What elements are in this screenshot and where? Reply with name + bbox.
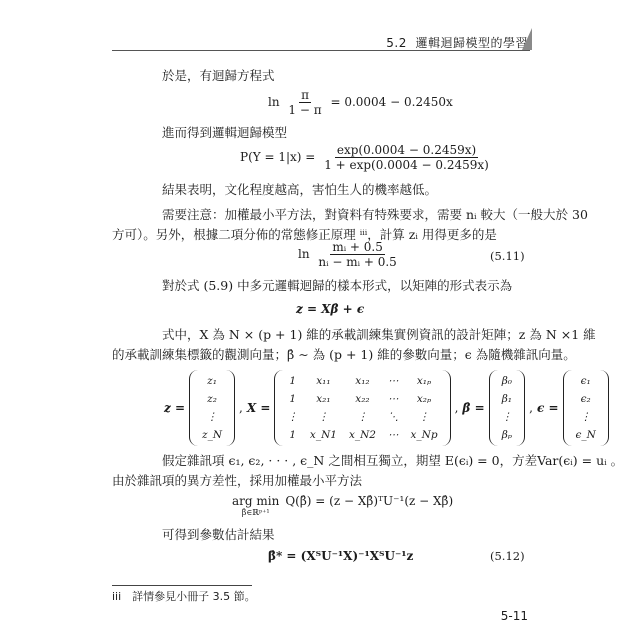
paragraph-assumption-line2: 由於雜訊項的異方差性，採用加權最小平方法 xyxy=(112,473,363,488)
page-number: 5-11 xyxy=(500,609,528,623)
matrix-X-entry: ⋯ xyxy=(388,429,399,441)
paragraph-definitions-line1: 式中，X 為 N × (p + 1) 維的承載訓練集實例資訊的設計矩陣；z 為 N ×1 維 xyxy=(162,327,596,342)
paragraph-note-line1: 需要注意：加權最小平方法，對資料有特殊要求，需要 nᵢ 較大（一般大於 30 xyxy=(162,207,588,222)
matrix-X-entry: x₂₁ xyxy=(316,393,331,405)
equation-logistic-model xyxy=(240,143,494,172)
equation-weighted-least-squares xyxy=(232,494,453,517)
label-z: z = xyxy=(164,401,186,415)
matrix-X-entry: x_N1 xyxy=(309,429,337,441)
footnote-rule xyxy=(112,585,252,586)
eq1-rhs: = 0.0004 − 0.2450x xyxy=(330,95,453,109)
paragraph-regression-intro: 於是，有迴歸方程式 xyxy=(162,68,275,83)
paragraph-note-line2: 方可）。另外，根據二項分佈的常態修正原理 ⁱⁱⁱ，計算 zᵢ 用得更多的是 xyxy=(112,227,497,242)
vector-beta xyxy=(489,370,526,446)
eq6-body: Q(β̂) = (z − Xβ̂)ᵀU⁻¹(z − Xβ̂) xyxy=(285,494,454,508)
matrix-X-entry: ⋯ xyxy=(388,375,399,387)
running-header xyxy=(386,34,528,51)
eq2-denominator: 1 + exp(0.0004 − 0.2459x) xyxy=(324,158,489,172)
eq3-ln: ln xyxy=(298,247,310,261)
eq3-denominator: nᵢ − mᵢ + 0.5 xyxy=(318,255,397,269)
paragraph-result: 結果表明，文化程度越高，害怕生人的機率越低。 xyxy=(162,182,438,197)
matrix-X-entry: x₂₂ xyxy=(355,393,370,405)
matrix-X-entry: ⋱ xyxy=(388,411,399,423)
vec_beta-entry: β₁ xyxy=(501,393,513,405)
matrix-X-entry: ⋯ xyxy=(388,393,399,405)
equation-parameter-estimate: β̂* = (XᵀU⁻¹X)⁻¹XᵀU⁻¹z xyxy=(268,549,414,563)
equation-number-5-11: (5.11) xyxy=(490,249,525,263)
vec_z-entry: ⋮ xyxy=(206,411,218,423)
header-section: 5.2 xyxy=(386,36,407,50)
comma: , xyxy=(239,401,243,415)
vec_beta-entry: β₀ xyxy=(501,375,513,387)
vector-z xyxy=(189,370,235,446)
vec_eps-entry: ⋮ xyxy=(580,411,591,423)
equation-logit-regression xyxy=(268,88,453,117)
header-rule xyxy=(112,50,530,51)
eq1-numerator: π xyxy=(301,88,309,102)
matrix-X-entry: 1 xyxy=(289,429,296,441)
matrix-X-entry: ⋮ xyxy=(357,411,368,423)
matrix-X-entry: x₁₁ xyxy=(316,375,331,387)
matrix-X-entry: x₁₂ xyxy=(355,375,370,387)
matrix-X-entry: x_Np xyxy=(410,429,438,441)
matrix-X-entry: ⋮ xyxy=(287,411,298,423)
comma: , xyxy=(529,401,533,415)
eq2-numerator: exp(0.0004 − 0.2459x) xyxy=(336,143,477,157)
matrix-X-entry: 1 xyxy=(289,375,296,387)
paragraph-model-intro: 進而得到邏輯迴歸模型 xyxy=(162,125,288,140)
eq6-subscript: β̂∈ℝᵖ⁺¹ xyxy=(241,508,270,517)
matrix-X-entry: x₁ₚ xyxy=(416,375,432,387)
vec_beta-entry: βₚ xyxy=(501,429,513,441)
paragraph-definitions-line2: 的承載訓練集標籤的觀測向量；β̂ ∼ 為 (p + 1) 維的參數向量；ϵ 為隨機雜訊向量。 xyxy=(112,347,576,362)
matrix-X-entry: 1 xyxy=(289,393,296,405)
matrix-X-entry: ⋮ xyxy=(318,411,329,423)
vec_z-entry: z₁ xyxy=(207,375,217,387)
matrix-X-entry: x_N2 xyxy=(348,429,376,441)
header-title: 邏輯迴歸模型的學習 xyxy=(415,36,528,50)
eq1-denominator: 1 − π xyxy=(288,103,322,117)
comma: , xyxy=(454,401,459,415)
eq6-argmin: arg min xyxy=(232,494,280,508)
label-eps: ϵ = xyxy=(536,401,559,415)
paragraph-estimate-intro: 可得到參數估計結果 xyxy=(162,527,275,542)
vec_z-entry: z₂ xyxy=(207,393,217,405)
label-X: X = xyxy=(246,401,271,415)
equation-matrix-model: z = Xβ̂ + ϵ xyxy=(296,302,365,316)
vec_beta-entry: ⋮ xyxy=(501,411,513,423)
matrix-X-entry: x₂ₚ xyxy=(416,393,432,405)
footnote: iii 詳情參見小冊子 3.5 節。 xyxy=(112,590,256,603)
vec_eps-entry: ϵ₁ xyxy=(580,375,591,387)
matrix-X-entry: ⋮ xyxy=(418,411,430,423)
vec_z-entry: z_N xyxy=(202,429,223,441)
eq3-numerator: mᵢ + 0.5 xyxy=(332,240,383,254)
matrix-X xyxy=(274,370,450,446)
eq1-ln: ln xyxy=(268,95,280,109)
equation-matrix-definitions xyxy=(164,370,609,446)
header-corner-tab xyxy=(522,28,532,50)
equation-number-5-12: (5.12) xyxy=(490,549,525,563)
vector-eps xyxy=(563,370,609,446)
vec_eps-entry: ϵ_N xyxy=(575,429,596,441)
vec_eps-entry: ϵ₂ xyxy=(580,393,591,405)
paragraph-assumption-line1: 假定雜訊項 ϵ₁, ϵ₂, · · · , ϵ_N 之間相互獨立，期望 E(ϵᵢ) = 0，方差Var(ϵᵢ) = uᵢ 。 xyxy=(162,453,624,468)
eq2-lhs: P(Y = 1|x) = xyxy=(240,150,316,164)
label-beta: β̂ = xyxy=(462,401,485,415)
paragraph-matrix-form: 對於式 (5.9) 中多元邏輯迴歸的樣本形式，以矩陣的形式表示為 xyxy=(162,278,513,293)
equation-empirical-logit xyxy=(298,240,402,269)
